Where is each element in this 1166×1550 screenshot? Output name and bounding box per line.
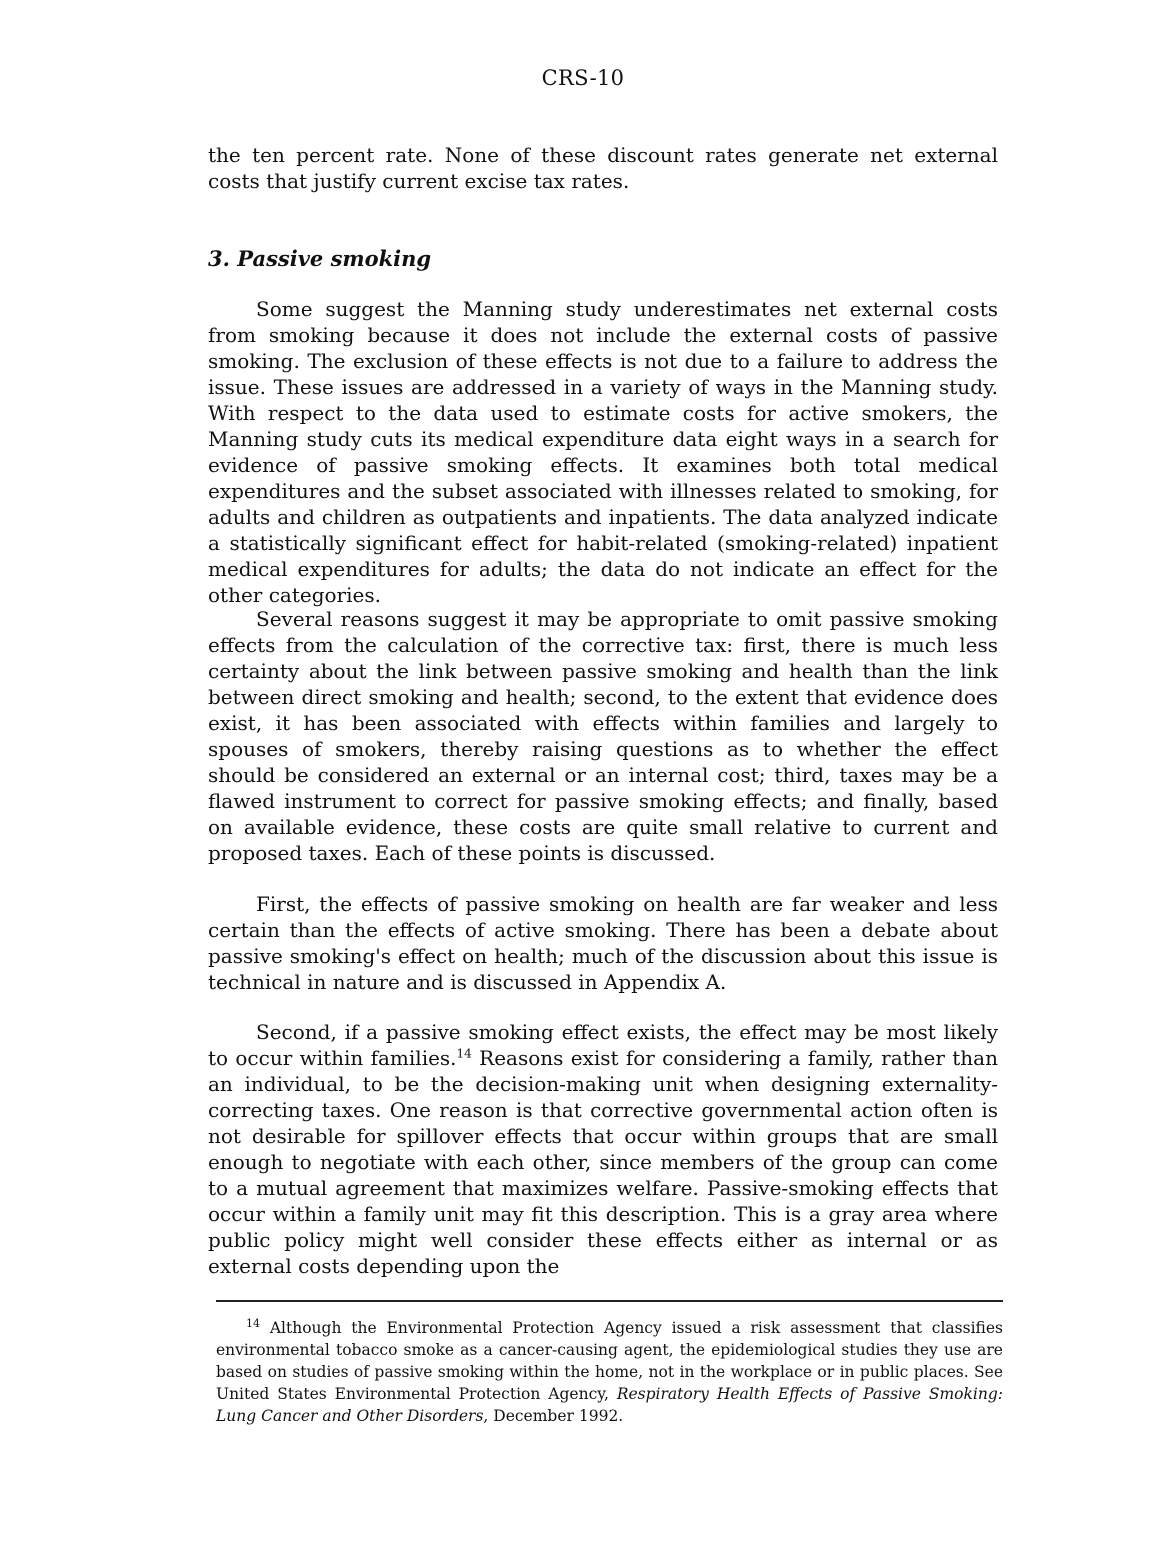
paragraph-manning-study: Some suggest the Manning study underestimates net external costs from smoking because it does not include the external costs of passive smoking. The exclusion of these effects is not due to a failure to address the issue. These issues are addressed in a variety of ways in the Manning study. With respect to the data used to estimate costs for active smokers, the Manning study cuts its medical expenditure data eight ways in a search for evidence of passive smoking effects. It examines both total medical expenditures and the subset associated with illnesses related to smoking, for adults and children as outpatients and inpatients. The data analyzed indicate a statistically significant effect for habit-related (smoking-related) inpatient medical expenditures for adults; the data do not indicate an effect for the other categories. [208,297,998,607]
footnote-divider [216,1300,1003,1302]
footnote-citation-date: , December 1992. [483,1407,624,1425]
footnote [216,1317,1003,1427]
paragraph-second-point-text-a: Second, if a passive smoking effect exists, the effect may be most likely to occur within families. [208,1020,998,1070]
footnote-reference: 14 [456,1046,472,1061]
section-heading: 3. Passive smoking [208,246,432,271]
footnote-citation-title: Respiratory Health Effects of Passive Smoking: Lung Cancer and Other Disorders [216,1385,1003,1425]
footnote-number: 14 [246,1316,260,1330]
intro-paragraph: the ten percent rate. None of these discount rates generate net external costs that justify current excise tax rates. [208,143,998,193]
paragraph-first-point: First, the effects of passive smoking on health are far weaker and less certain than the effects of active smoking. There has been a debate about passive smoking's effect on health; much of the discussion about this issue is technical in nature and is discussed in Appendix A. [208,892,998,994]
paragraph-second-point [208,1019,998,1279]
page-header: CRS-10 [541,66,625,90]
paragraph-second-point-text-b: Reasons exist for considering a family, rather than an individual, to be the decision-making unit when designing externality-correcting taxes. One reason is that corrective governmental action often is not desirable for spillover effects that occur within groups that are small enough to negotiate with each other, since members of the group can come to a mutual agreement that maximizes welfare. Passive-smoking effects that occur within a family unit may fit this description. This is a gray area where public policy might well consider these effects either as internal or as external costs depending upon the [208,1046,998,1278]
paragraph-reasons: Several reasons suggest it may be appropriate to omit passive smoking effects from the calculation of the corrective tax: first, there is much less certainty about the link between passive smoking and health than the link between direct smoking and health; second, to the extent that evidence does exist, it has been associated with effects within families and largely to spouses of smokers, thereby raising questions as to whether the effect should be considered an external or an internal cost; third, taxes may be a flawed instrument to correct for passive smoking effects; and finally, based on available evidence, these costs are quite small relative to current and proposed taxes. Each of these points is discussed. [208,607,998,865]
footnote-text: Although the Environmental Protection Agency issued a risk assessment that classifies environmental tobacco smoke as a cancer-causing agent, the epidemiological studies they use are based on studies of passive smoking within the home, not in the workplace or in public places. See United States Environmental Protection Agency, [216,1319,1003,1403]
